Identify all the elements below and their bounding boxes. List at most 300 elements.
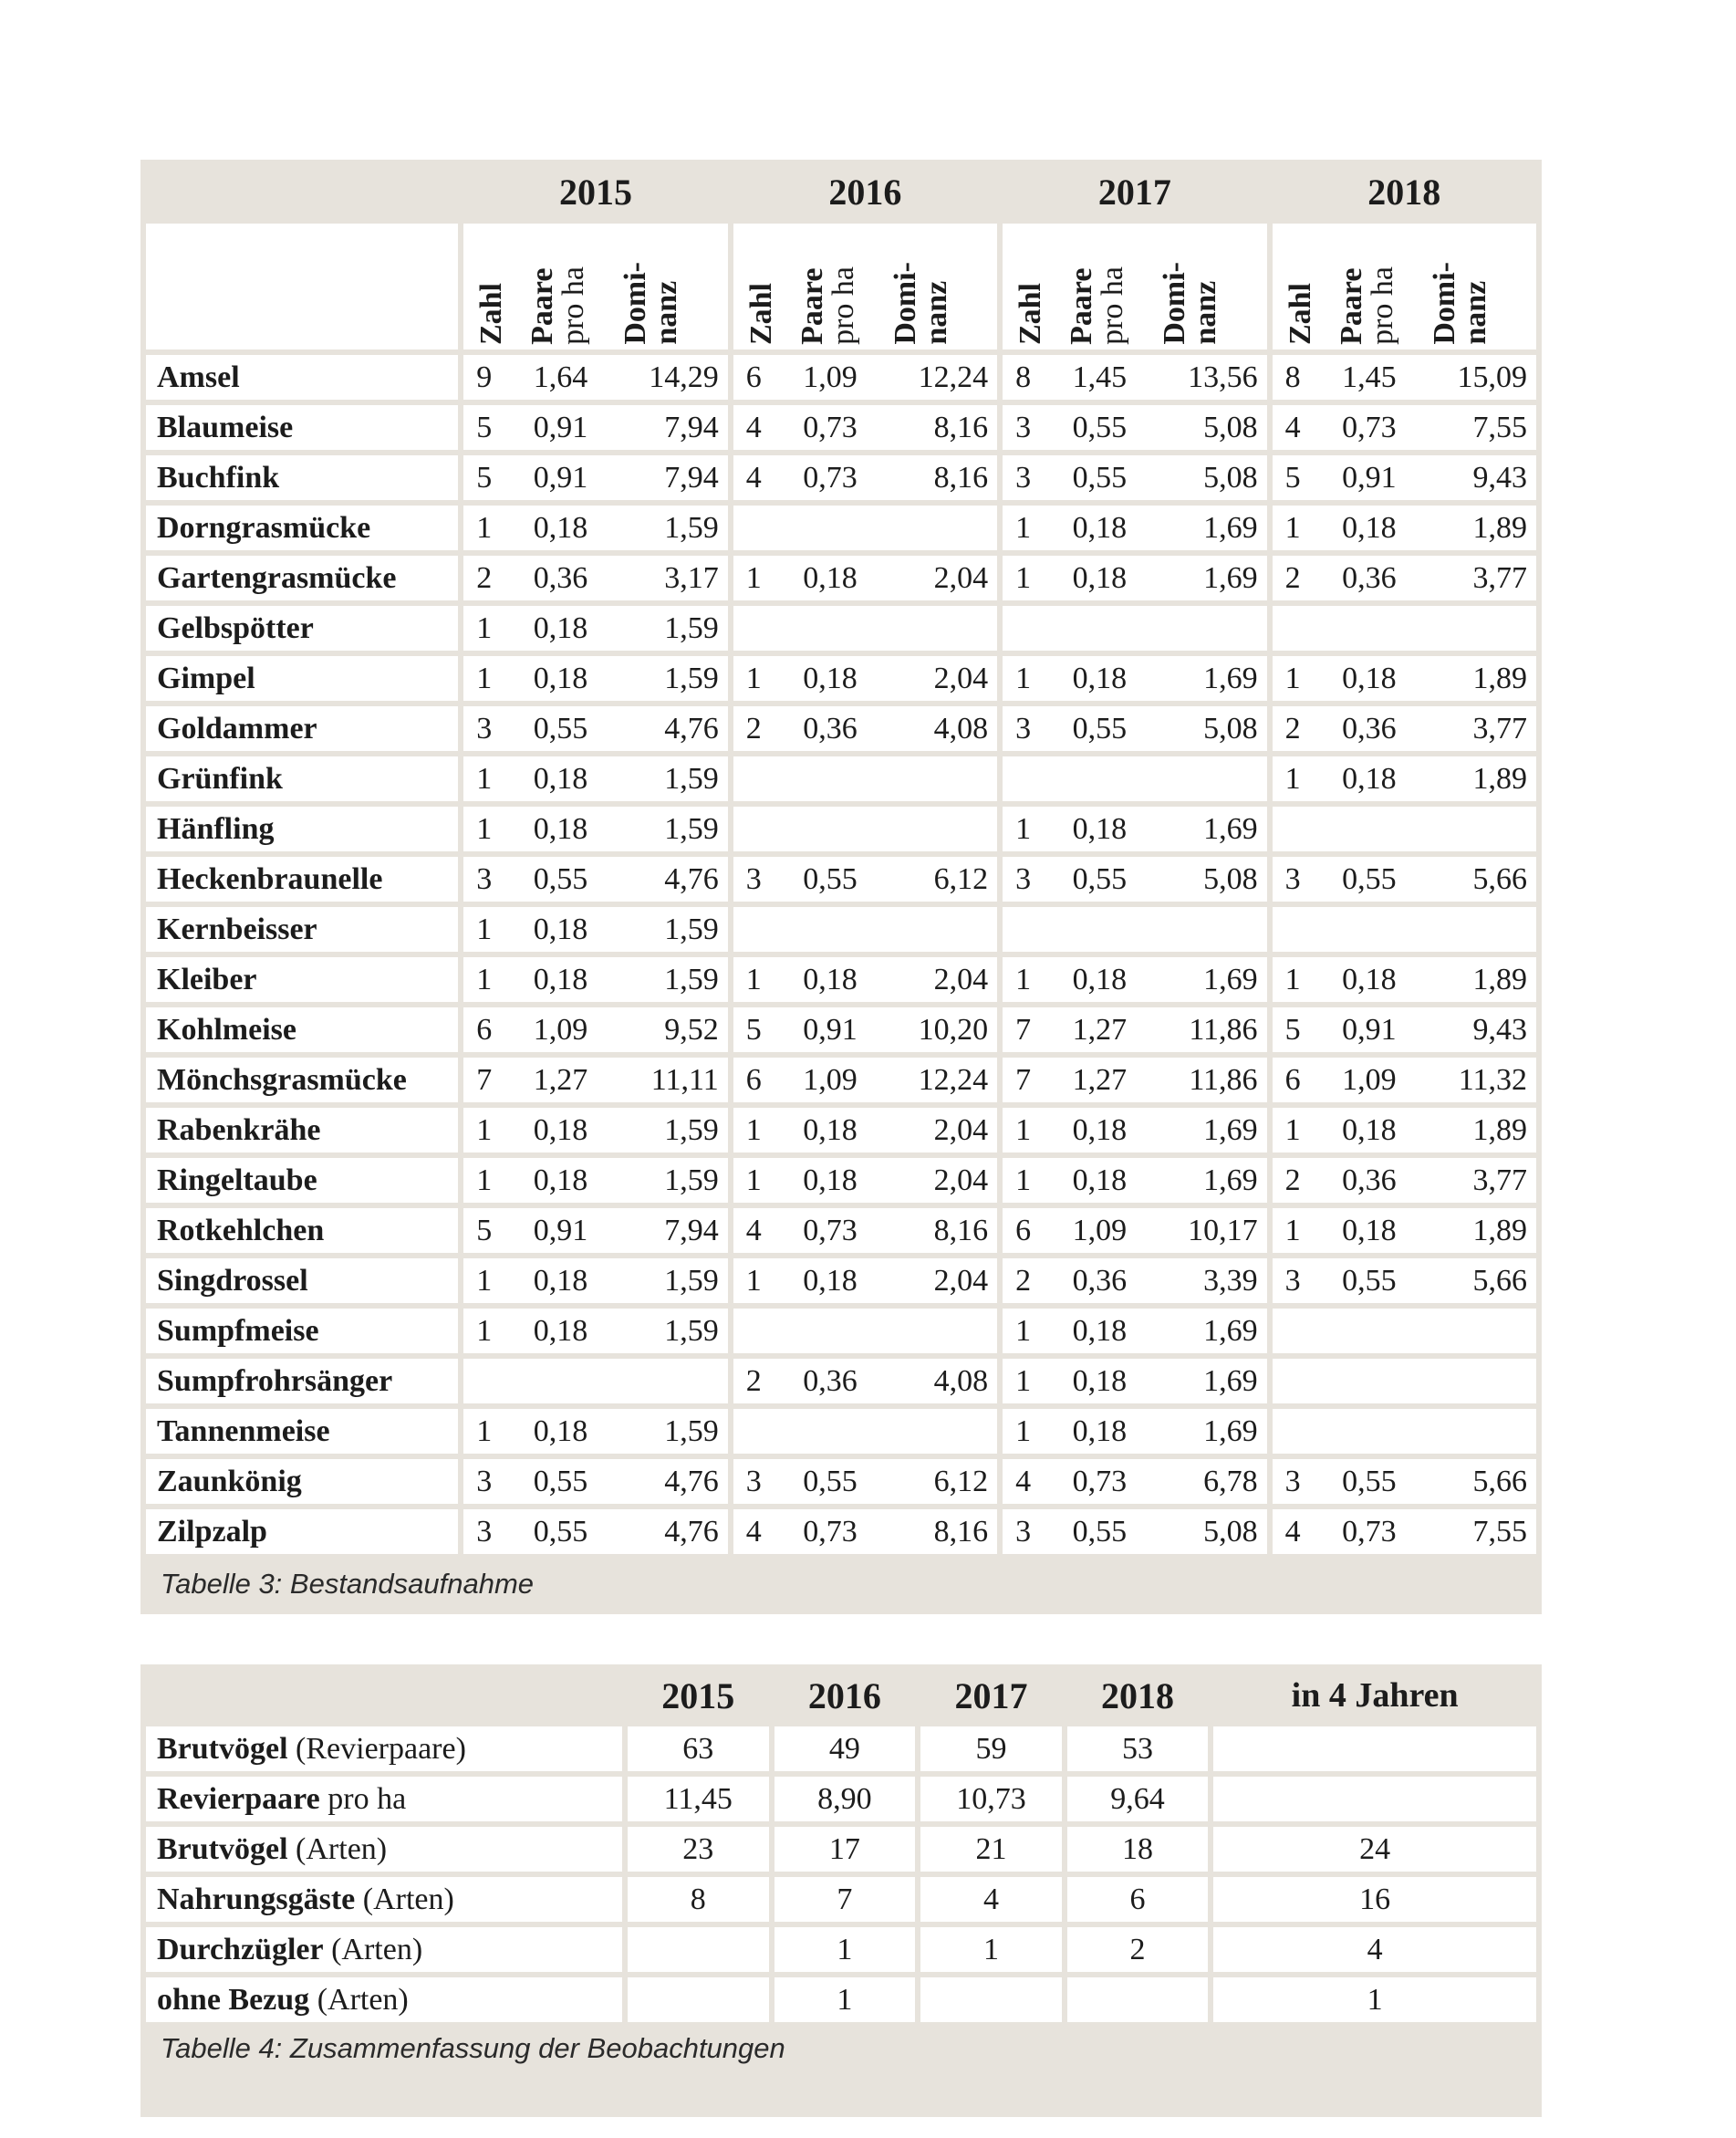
zahl-header: Zahl bbox=[474, 282, 509, 345]
zahl-value: 2 bbox=[476, 560, 493, 595]
paare-pro-ha-value: 0,18 bbox=[533, 761, 588, 796]
species-row bbox=[146, 1459, 1536, 1504]
paare-pro-ha-value: 0,18 bbox=[803, 962, 858, 996]
summary-row-label-bold: Brutvögel bbox=[157, 1731, 288, 1766]
species-row bbox=[146, 756, 1536, 801]
species-row bbox=[146, 1058, 1536, 1102]
year-values-cell bbox=[1003, 1258, 1266, 1303]
paare-pro-ha-value: 0,18 bbox=[1342, 761, 1397, 796]
year-values-cell bbox=[733, 1409, 997, 1454]
paare-pro-ha-value: 0,73 bbox=[1072, 1464, 1128, 1498]
dominanz-value: 1,89 bbox=[1472, 962, 1527, 996]
year-values-cell bbox=[1003, 1509, 1266, 1554]
year-values-cell bbox=[463, 756, 727, 801]
paare-pro-ha-value: 0,55 bbox=[803, 1464, 858, 1498]
zahl-value: 9 bbox=[476, 360, 493, 394]
species-name: Singdrossel bbox=[146, 1258, 458, 1303]
species-row bbox=[146, 1509, 1536, 1554]
zahl-value: 2 bbox=[1284, 711, 1301, 746]
zahl-value: 1 bbox=[1015, 661, 1032, 695]
year-values-cell bbox=[733, 1058, 997, 1102]
paare-pro-ha-value: 0,55 bbox=[1342, 1464, 1397, 1498]
paare-pro-ha-value: 0,18 bbox=[1342, 510, 1397, 545]
year-values-cell bbox=[1273, 1509, 1536, 1554]
year-values-cell bbox=[733, 1309, 997, 1353]
summary-value bbox=[1067, 1977, 1209, 2022]
year-values-cell bbox=[1273, 1007, 1536, 1052]
year-values-cell bbox=[733, 1509, 997, 1554]
summary-row-label-rest: pro ha bbox=[319, 1781, 407, 1816]
dominanz-value: 5,08 bbox=[1203, 1514, 1258, 1549]
summary-col-header: 2017 bbox=[954, 1674, 1028, 1716]
zahl-value: 5 bbox=[745, 1012, 762, 1047]
dominanz-value: 9,43 bbox=[1472, 1012, 1527, 1047]
summary-value bbox=[920, 1977, 1062, 2022]
dominanz-value: 1,59 bbox=[664, 1313, 719, 1348]
paare-pro-ha-value: 0,73 bbox=[803, 1213, 858, 1247]
year-values-cell bbox=[733, 656, 997, 701]
dominanz-value: 3,77 bbox=[1472, 711, 1527, 746]
year-values-cell bbox=[1273, 857, 1536, 902]
summary-row-label bbox=[146, 1927, 622, 1972]
zahl-value: 1 bbox=[745, 661, 762, 695]
zahl-value: 1 bbox=[745, 1112, 762, 1147]
paare-pro-ha-value: 0,18 bbox=[1342, 661, 1397, 695]
zahl-value: 2 bbox=[745, 711, 762, 746]
dominanz-value: 5,66 bbox=[1472, 861, 1527, 896]
year-values-cell bbox=[1003, 1007, 1266, 1052]
zahl-value: 3 bbox=[1015, 460, 1032, 495]
zahl-value: 7 bbox=[1015, 1062, 1032, 1097]
summary-header-row bbox=[146, 1670, 1536, 1721]
year-values-cell bbox=[463, 405, 727, 450]
paare-pro-ha-value: 0,36 bbox=[803, 711, 858, 746]
paare-pro-ha-value: 0,55 bbox=[533, 1514, 588, 1549]
summary-value: 8,90 bbox=[774, 1777, 916, 1821]
species-name: Kleiber bbox=[146, 957, 458, 1002]
year-values-cell bbox=[463, 1359, 727, 1403]
summary-row-label-rest: (Arten) bbox=[287, 1831, 388, 1866]
zahl-value: 1 bbox=[1015, 811, 1032, 846]
year-header: 2016 bbox=[828, 171, 902, 213]
dominanz-value: 1,59 bbox=[664, 510, 719, 545]
year-values-cell bbox=[463, 455, 727, 500]
dominanz-value: 5,66 bbox=[1472, 1263, 1527, 1298]
zahl-value: 1 bbox=[1015, 1413, 1032, 1448]
dominanz-value: 2,04 bbox=[933, 1163, 989, 1197]
zahl-header: Zahl bbox=[743, 282, 778, 345]
zahl-header: Zahl bbox=[1014, 282, 1048, 345]
paare-pro-ha-value: 0,36 bbox=[1072, 1263, 1128, 1298]
species-name: Tannenmeise bbox=[146, 1409, 458, 1454]
dominanz-value: 1,69 bbox=[1203, 1363, 1258, 1398]
species-row bbox=[146, 706, 1536, 751]
zahl-value: 6 bbox=[1284, 1062, 1301, 1097]
dominanz-value: 1,89 bbox=[1472, 761, 1527, 796]
summary-value bbox=[628, 1977, 769, 2022]
paare-pro-ha-value: 0,73 bbox=[1342, 1514, 1397, 1549]
paare-pro-ha-value: 0,18 bbox=[533, 1313, 588, 1348]
summary-row-label-rest: (Arten) bbox=[323, 1932, 423, 1966]
summary-col-header: 2015 bbox=[661, 1674, 735, 1716]
summary-value: 8 bbox=[628, 1877, 769, 1922]
year-values-cell bbox=[463, 1108, 727, 1152]
year-values-cell bbox=[1273, 1309, 1536, 1353]
paare-pro-ha-value: 0,73 bbox=[803, 1514, 858, 1549]
dominanz-value: 2,04 bbox=[933, 962, 989, 996]
year-values-cell bbox=[1003, 706, 1266, 751]
summary-row-label-rest: (Revierpaare) bbox=[287, 1731, 466, 1766]
dominanz-value: 1,59 bbox=[664, 661, 719, 695]
dominanz-value: 8,16 bbox=[933, 1514, 989, 1549]
summary-row-label-bold: Nahrungsgäste bbox=[157, 1882, 356, 1916]
dominanz-value: 11,86 bbox=[1189, 1012, 1258, 1047]
dominanz-value: 5,08 bbox=[1203, 460, 1258, 495]
zahl-value: 2 bbox=[1284, 1163, 1301, 1197]
paare-pro-ha-value: 0,73 bbox=[803, 410, 858, 444]
paare-pro-ha-header: Paare pro ha bbox=[525, 266, 591, 345]
zahl-value: 3 bbox=[1015, 711, 1032, 746]
summary-value: 63 bbox=[628, 1726, 769, 1771]
year-values-cell bbox=[1003, 1158, 1266, 1203]
year-values-cell bbox=[733, 1007, 997, 1052]
species-row bbox=[146, 1309, 1536, 1353]
species-row bbox=[146, 1158, 1536, 1203]
species-name: Kohlmeise bbox=[146, 1007, 458, 1052]
species-name: Buchfink bbox=[146, 455, 458, 500]
year-values-cell bbox=[463, 857, 727, 902]
paare-pro-ha-value: 0,55 bbox=[1072, 1514, 1128, 1549]
paare-pro-ha-value: 0,91 bbox=[1342, 1012, 1397, 1047]
year-values-cell bbox=[463, 1208, 727, 1253]
species-name: Dorngrasmücke bbox=[146, 506, 458, 550]
year-values-cell bbox=[1273, 1208, 1536, 1253]
paare-pro-ha-value: 0,18 bbox=[1072, 962, 1128, 996]
species-row bbox=[146, 857, 1536, 902]
dominanz-value: 1,69 bbox=[1203, 811, 1258, 846]
summary-value: 10,73 bbox=[920, 1777, 1062, 1821]
species-row bbox=[146, 1208, 1536, 1253]
dominanz-value: 10,20 bbox=[918, 1012, 989, 1047]
year-values-cell bbox=[1273, 907, 1536, 952]
zahl-value: 1 bbox=[1015, 1313, 1032, 1348]
zahl-value: 1 bbox=[476, 1112, 493, 1147]
year-header: 2017 bbox=[1097, 171, 1171, 213]
zahl-value: 8 bbox=[1284, 360, 1301, 394]
year-values-cell bbox=[1003, 606, 1266, 651]
summary-value: 17 bbox=[774, 1827, 916, 1872]
year-values-cell bbox=[1273, 1108, 1536, 1152]
year-values-cell bbox=[733, 1459, 997, 1504]
paare-pro-ha-value: 0,18 bbox=[1342, 962, 1397, 996]
zahl-value: 1 bbox=[476, 811, 493, 846]
zahl-header: Zahl bbox=[1283, 282, 1317, 345]
paare-pro-ha-value: 0,18 bbox=[533, 510, 588, 545]
year-values-cell bbox=[733, 1258, 997, 1303]
summary-row bbox=[146, 1977, 1536, 2022]
zahl-value: 1 bbox=[476, 1413, 493, 1448]
dominanz-value: 4,76 bbox=[664, 1514, 719, 1549]
dominanz-value: 1,89 bbox=[1472, 1213, 1527, 1247]
year-values-cell bbox=[1003, 807, 1266, 851]
summary-value: 1 bbox=[1213, 1977, 1536, 2022]
zahl-value: 2 bbox=[745, 1363, 762, 1398]
species-name: Grünfink bbox=[146, 756, 458, 801]
year-values-cell bbox=[463, 957, 727, 1002]
zahl-value: 2 bbox=[1015, 1263, 1032, 1298]
species-row bbox=[146, 355, 1536, 400]
paare-pro-ha-value: 0,18 bbox=[1072, 1313, 1128, 1348]
summary-col-header: in 4 Jahren bbox=[1291, 1676, 1459, 1715]
dominanz-value: 5,08 bbox=[1203, 861, 1258, 896]
paare-pro-ha-value: 0,18 bbox=[1072, 811, 1128, 846]
summary-row-label-bold: Brutvögel bbox=[157, 1831, 288, 1866]
summary-row-label-rest: (Arten) bbox=[309, 1982, 409, 2017]
dominanz-value: 1,69 bbox=[1203, 1163, 1258, 1197]
dominanz-value: 1,59 bbox=[664, 811, 719, 846]
zahl-value: 4 bbox=[745, 1213, 762, 1247]
summary-row bbox=[146, 1927, 1536, 1972]
year-values-cell bbox=[733, 556, 997, 600]
summary-value: 18 bbox=[1067, 1827, 1209, 1872]
paare-pro-ha-value: 0,18 bbox=[803, 560, 858, 595]
year-values-cell bbox=[1273, 756, 1536, 801]
year-values-cell bbox=[733, 907, 997, 952]
paare-pro-ha-value: 0,18 bbox=[803, 1163, 858, 1197]
paare-pro-ha-value: 0,18 bbox=[803, 1263, 858, 1298]
paare-pro-ha-value: 0,18 bbox=[533, 1263, 588, 1298]
summary-value: 11,45 bbox=[628, 1777, 769, 1821]
species-name: Zilpzalp bbox=[146, 1509, 458, 1554]
year-values-cell bbox=[1273, 355, 1536, 400]
dominanz-value: 4,08 bbox=[933, 711, 989, 746]
summary-value: 4 bbox=[920, 1877, 1062, 1922]
sub-header-group bbox=[1273, 224, 1536, 349]
zahl-value: 1 bbox=[1015, 1163, 1032, 1197]
paare-pro-ha-value: 0,55 bbox=[533, 861, 588, 896]
zahl-value: 1 bbox=[476, 912, 493, 946]
year-values-cell bbox=[1003, 355, 1266, 400]
dominanz-value: 9,43 bbox=[1472, 460, 1527, 495]
dominanz-value: 1,59 bbox=[664, 1163, 719, 1197]
year-values-cell bbox=[1003, 756, 1266, 801]
zahl-value: 6 bbox=[745, 1062, 762, 1097]
year-values-cell bbox=[463, 1007, 727, 1052]
zahl-value: 1 bbox=[745, 962, 762, 996]
paare-pro-ha-value: 0,55 bbox=[533, 711, 588, 746]
summary-value: 24 bbox=[1213, 1827, 1536, 1872]
year-values-cell bbox=[463, 807, 727, 851]
zahl-value: 3 bbox=[1284, 861, 1301, 896]
summary-row-label-rest: (Arten) bbox=[355, 1882, 454, 1916]
dominanz-value: 2,04 bbox=[933, 560, 989, 595]
year-values-cell bbox=[1003, 455, 1266, 500]
dominanz-value: 8,16 bbox=[933, 410, 989, 444]
year-values-cell bbox=[733, 1158, 997, 1203]
year-values-cell bbox=[1273, 1409, 1536, 1454]
paare-pro-ha-value: 0,55 bbox=[1072, 711, 1128, 746]
zahl-value: 3 bbox=[1015, 1514, 1032, 1549]
sub-header-row bbox=[146, 224, 1536, 349]
paare-pro-ha-value: 1,45 bbox=[1072, 360, 1128, 394]
species-row bbox=[146, 606, 1536, 651]
species-name: Kernbeisser bbox=[146, 907, 458, 952]
zahl-value: 1 bbox=[745, 1163, 762, 1197]
summary-value: 23 bbox=[628, 1827, 769, 1872]
year-values-cell bbox=[1003, 1409, 1266, 1454]
dominanz-value: 2,04 bbox=[933, 661, 989, 695]
summary-row bbox=[146, 1877, 1536, 1922]
year-values-cell bbox=[1003, 1359, 1266, 1403]
year-values-cell bbox=[1273, 706, 1536, 751]
paare-pro-ha-value: 0,55 bbox=[1072, 861, 1128, 896]
year-values-cell bbox=[1273, 455, 1536, 500]
year-values-cell bbox=[1273, 506, 1536, 550]
year-values-cell bbox=[1003, 1309, 1266, 1353]
species-name: Amsel bbox=[146, 355, 458, 400]
summary-value: 21 bbox=[920, 1827, 1062, 1872]
paare-pro-ha-value: 0,18 bbox=[1072, 560, 1128, 595]
paare-pro-ha-value: 0,36 bbox=[803, 1363, 858, 1398]
year-values-cell bbox=[1273, 1058, 1536, 1102]
paare-pro-ha-header: Paare pro ha bbox=[1334, 266, 1399, 345]
summary-row-label bbox=[146, 1977, 622, 2022]
paare-pro-ha-value: 1,09 bbox=[533, 1012, 588, 1047]
year-values-cell bbox=[1003, 405, 1266, 450]
species-row bbox=[146, 506, 1536, 550]
dominanz-value: 8,16 bbox=[933, 1213, 989, 1247]
paare-pro-ha-value: 0,18 bbox=[533, 1112, 588, 1147]
summary-value: 1 bbox=[774, 1927, 916, 1972]
summary-row-label bbox=[146, 1726, 622, 1771]
zahl-value: 3 bbox=[1284, 1263, 1301, 1298]
species-name: Sumpfmeise bbox=[146, 1309, 458, 1353]
year-values-cell bbox=[1003, 1058, 1266, 1102]
summary-row-label bbox=[146, 1777, 622, 1821]
dominanz-value: 5,66 bbox=[1472, 1464, 1527, 1498]
summary-value: 53 bbox=[1067, 1726, 1209, 1771]
dominanz-value: 1,89 bbox=[1472, 661, 1527, 695]
zahl-value: 3 bbox=[476, 1514, 493, 1549]
sub-header-group bbox=[733, 224, 997, 349]
year-values-cell bbox=[1273, 807, 1536, 851]
dominanz-value: 3,39 bbox=[1203, 1263, 1258, 1298]
species-name: Rotkehlchen bbox=[146, 1208, 458, 1253]
bestandsaufnahme-table bbox=[140, 160, 1542, 1559]
paare-pro-ha-header: Paare pro ha bbox=[1065, 266, 1130, 345]
year-values-cell bbox=[1273, 1359, 1536, 1403]
paare-pro-ha-header: Paare pro ha bbox=[795, 266, 860, 345]
corner-cell bbox=[146, 165, 458, 218]
zahl-value: 1 bbox=[476, 1163, 493, 1197]
dominanz-value: 6,78 bbox=[1203, 1464, 1258, 1498]
year-values-cell bbox=[733, 756, 997, 801]
summary-value: 16 bbox=[1213, 1877, 1536, 1922]
zahl-value: 1 bbox=[1284, 1112, 1301, 1147]
zahl-value: 2 bbox=[1284, 560, 1301, 595]
zahl-value: 1 bbox=[476, 1263, 493, 1298]
year-values-cell bbox=[733, 405, 997, 450]
dominanz-value: 8,16 bbox=[933, 460, 989, 495]
year-values-cell bbox=[733, 957, 997, 1002]
dominanz-value: 4,76 bbox=[664, 861, 719, 896]
year-values-cell bbox=[463, 1309, 727, 1353]
year-values-cell bbox=[1273, 1459, 1536, 1504]
year-values-cell bbox=[463, 1509, 727, 1554]
paare-pro-ha-value: 0,91 bbox=[533, 460, 588, 495]
species-row bbox=[146, 907, 1536, 952]
species-name: Gelbspötter bbox=[146, 606, 458, 651]
zahl-value: 1 bbox=[476, 510, 493, 545]
dominanz-value: 1,59 bbox=[664, 962, 719, 996]
dominanz-value: 1,59 bbox=[664, 761, 719, 796]
dominanz-value: 5,08 bbox=[1203, 410, 1258, 444]
dominanz-value: 1,69 bbox=[1203, 1413, 1258, 1448]
zahl-value: 1 bbox=[1015, 1363, 1032, 1398]
paare-pro-ha-value: 1,09 bbox=[803, 360, 858, 394]
zahl-value: 6 bbox=[745, 360, 762, 394]
zahl-value: 5 bbox=[476, 1213, 493, 1247]
zahl-value: 3 bbox=[1284, 1464, 1301, 1498]
zahl-value: 1 bbox=[1284, 1213, 1301, 1247]
zahl-value: 3 bbox=[1015, 410, 1032, 444]
species-name: Goldammer bbox=[146, 706, 458, 751]
paare-pro-ha-value: 0,36 bbox=[533, 560, 588, 595]
zahl-value: 1 bbox=[1015, 962, 1032, 996]
dominanz-value: 1,89 bbox=[1472, 510, 1527, 545]
species-name: Rabenkrähe bbox=[146, 1108, 458, 1152]
summary-row-label-bold: ohne Bezug bbox=[157, 1982, 310, 2017]
dominanz-value: 1,59 bbox=[664, 1413, 719, 1448]
paare-pro-ha-value: 0,18 bbox=[803, 1112, 858, 1147]
summary-row bbox=[146, 1777, 1536, 1821]
year-values-cell bbox=[1003, 857, 1266, 902]
summary-col-header: 2016 bbox=[807, 1674, 881, 1716]
paare-pro-ha-value: 0,18 bbox=[533, 1163, 588, 1197]
species-header-cell bbox=[146, 224, 458, 349]
year-values-cell bbox=[463, 907, 727, 952]
species-row bbox=[146, 556, 1536, 600]
species-name: Gimpel bbox=[146, 656, 458, 701]
dominanz-value: 1,59 bbox=[664, 1112, 719, 1147]
species-name: Ringeltaube bbox=[146, 1158, 458, 1203]
summary-value: 7 bbox=[774, 1877, 916, 1922]
zahl-value: 3 bbox=[476, 711, 493, 746]
year-header: 2015 bbox=[559, 171, 632, 213]
summary-value: 6 bbox=[1067, 1877, 1209, 1922]
summary-row-label-bold: Durchzügler bbox=[157, 1932, 324, 1966]
zahl-value: 1 bbox=[1284, 962, 1301, 996]
paare-pro-ha-value: 0,55 bbox=[1072, 460, 1128, 495]
summary-value: 9,64 bbox=[1067, 1777, 1209, 1821]
table4-caption: Tabelle 4: Zusammenfassung der Beobachtungen bbox=[161, 2032, 785, 2064]
summary-value: 4 bbox=[1213, 1927, 1536, 1972]
zusammenfassung-table bbox=[140, 1664, 1542, 2028]
paare-pro-ha-value: 1,27 bbox=[533, 1062, 588, 1097]
species-row bbox=[146, 957, 1536, 1002]
paare-pro-ha-value: 1,09 bbox=[1072, 1213, 1128, 1247]
paare-pro-ha-value: 0,55 bbox=[533, 1464, 588, 1498]
corner-cell bbox=[146, 1670, 622, 1721]
zahl-value: 1 bbox=[1284, 661, 1301, 695]
species-name: Gartengrasmücke bbox=[146, 556, 458, 600]
paare-pro-ha-value: 0,91 bbox=[1342, 460, 1397, 495]
zahl-value: 5 bbox=[476, 460, 493, 495]
paare-pro-ha-value: 0,18 bbox=[1342, 1213, 1397, 1247]
species-name: Sumpfrohrsänger bbox=[146, 1359, 458, 1403]
species-row bbox=[146, 1258, 1536, 1303]
paare-pro-ha-value: 0,73 bbox=[1342, 410, 1397, 444]
